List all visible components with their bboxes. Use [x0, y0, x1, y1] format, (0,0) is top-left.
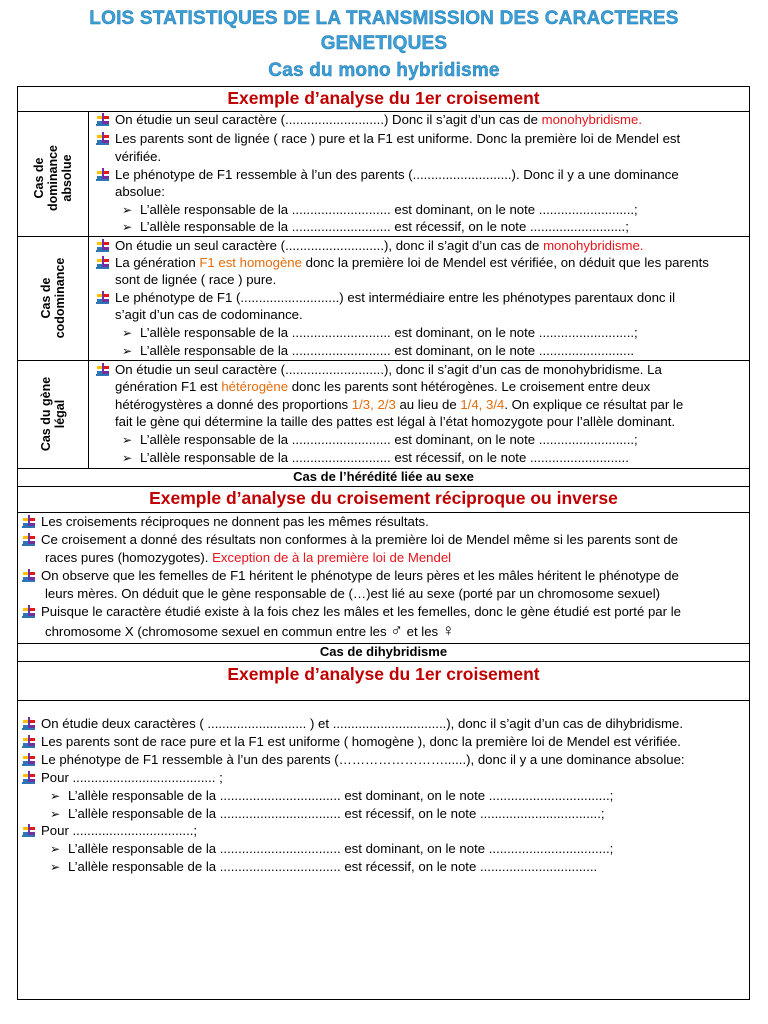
section1-title: Exemple d’analyse du 1er croisement [227, 88, 540, 108]
text: L’allèle responsable de la ................................. est dominant, on le note .................................; [68, 841, 614, 856]
text: Les croisements réciproques ne donnent pas les mêmes résultats. [41, 514, 429, 529]
text: On étudie un seul caractère (...........................), donc il s’agit d’un cas de [115, 238, 544, 253]
flag-bullet-icon [22, 717, 35, 730]
text: Ce croisement a donné des résultats non conformes à la première loi de Mendel même si les parents sont de [41, 532, 678, 547]
text: Les parents sont de lignée ( race ) pure et la F1 est uniforme. Donc la première loi de Mendel est [115, 131, 681, 146]
row3-line3 [115, 396, 683, 413]
text-red: monohybridisme. [543, 238, 644, 253]
row1-line2 [96, 130, 680, 147]
sex-line5: leurs mères. On déduit que le gène responsable de (…)est lié au sexe (porté par un chromosome sexuel) [45, 586, 661, 601]
arrow-bullet-icon: ➢ [50, 860, 61, 874]
dihybrid-line7 [22, 822, 197, 839]
sex-line7 [45, 622, 455, 640]
dihybrid-line4 [22, 769, 223, 786]
page-title-line1: LOIS STATISTIQUES DE LA TRANSMISSION DES CARACTERES [89, 8, 679, 29]
text-orange: 1/4, 3/4 [460, 397, 505, 412]
text: génération F1 est [115, 379, 222, 394]
text: donc les parents sont hétérogènes. Le croisement entre deux [288, 379, 651, 394]
text: On étudie un seul caractère (...........................) Donc il s’agit d’un cas de [115, 112, 542, 127]
row2-line6 [122, 324, 638, 342]
text: L’allèle responsable de la ........................... est dominant, on le note ..........................; [140, 325, 638, 340]
text: L’allèle responsable de la ........................... est dominant, on le note .......................... [140, 343, 635, 358]
sex-line2 [22, 531, 678, 548]
label-line: Cas de [32, 157, 46, 199]
flag-bullet-icon [96, 363, 109, 376]
text-orange: hétérogène [221, 379, 289, 394]
male-symbol-icon: ♂ [390, 621, 403, 640]
dihybrid-line3 [22, 751, 685, 768]
flag-bullet-icon [96, 132, 109, 145]
dihybrid-line6 [50, 805, 605, 823]
text: chromosome X (chromosome sexuel en commun entre les [45, 624, 391, 639]
text-orange: F1 est homogène [199, 255, 302, 270]
arrow-bullet-icon: ➢ [50, 789, 61, 803]
label-line: légal [53, 399, 67, 429]
row3-line6 [122, 449, 629, 467]
row-label-dominance [32, 118, 74, 238]
text: Pour ....................................... ; [41, 770, 223, 785]
sex-linked-title: Exemple d’analyse du croisement réciproque ou inverse [149, 488, 618, 508]
label-line: Cas du gène [39, 376, 53, 452]
label-line: codominance [53, 257, 67, 339]
row1-line4 [96, 166, 679, 183]
page-title-line2: GENETIQUES [320, 33, 448, 54]
arrow-bullet-icon: ➢ [122, 220, 133, 234]
flag-bullet-icon [96, 113, 109, 126]
flag-bullet-icon [22, 753, 35, 766]
arrow-bullet-icon: ➢ [122, 451, 133, 465]
row1-line1 [96, 111, 642, 128]
flag-bullet-icon [96, 291, 109, 304]
flag-bullet-icon [22, 533, 35, 546]
row1-line7 [122, 218, 629, 236]
text: L’allèle responsable de la ........................... est récessif, on le note ........................... [140, 450, 629, 465]
text: L’allèle responsable de la ................................. est dominant, on le note .................................; [68, 788, 614, 803]
dihybrid-line1 [22, 715, 683, 732]
text-red: Exception de à la première loi de Mendel [212, 550, 452, 565]
text: On étudie deux caractères ( ........................... ) et ...............................), donc il s’agit d’un cas de dihybridisme. [41, 716, 684, 731]
flag-bullet-icon [96, 239, 109, 252]
text: hétérogystères a donné des proportions [115, 397, 352, 412]
row1-line3: vérifiée. [115, 149, 162, 164]
flag-bullet-icon [96, 168, 109, 181]
female-symbol-icon: ♀ [441, 621, 455, 640]
label-line: dominance [46, 145, 60, 211]
text-red: monohybridisme. [541, 112, 643, 127]
flag-bullet-icon [96, 256, 109, 269]
arrow-bullet-icon: ➢ [50, 807, 61, 821]
arrow-bullet-icon: ➢ [122, 433, 133, 447]
dihybrid-title: Exemple d’analyse du 1er croisement [227, 664, 540, 684]
text: races pures (homozygotes). [45, 550, 213, 565]
text: L’allèle responsable de la ........................... est dominant, on le note ..........................; [140, 432, 638, 447]
row1-line6 [122, 201, 638, 219]
dihybrid-heading: Cas de dihybridisme [319, 644, 448, 659]
text: Puisque le caractère étudié existe à la fois chez les mâles et les femelles, donc le gène étudié est porté par le [41, 604, 681, 619]
flag-bullet-icon [22, 515, 35, 528]
row3-line2 [115, 378, 650, 395]
flag-bullet-icon [22, 605, 35, 618]
flag-bullet-icon [22, 771, 35, 784]
row2-line7 [122, 342, 634, 360]
dihybrid-line5 [50, 787, 613, 805]
label-line: absolue [60, 154, 74, 202]
text: . On explique ce résultat par le [504, 397, 684, 412]
text: La génération [115, 255, 200, 270]
flag-bullet-icon [22, 735, 35, 748]
text: L’allèle responsable de la ........................... est récessif, on le note ..........................; [140, 219, 629, 234]
sex-line6 [22, 603, 681, 620]
text: On étudie un seul caractère (...........................), donc il s’agit d’un cas de monohybridisme. La [115, 362, 662, 377]
row1-line5: absolue: [115, 184, 165, 199]
text: On observe que les femelles de F1 héritent le phénotype de leurs pères et les mâles héritent le phénotype de [41, 568, 679, 583]
text: Le phénotype de F1 ressemble à l’un des parents (……………………......), donc il y a une dominance absolue: [41, 752, 685, 767]
text: donc la première loi de Mendel est vérifiée, on déduit que les parents [301, 255, 709, 270]
arrow-bullet-icon: ➢ [122, 344, 133, 358]
row2-line2 [96, 254, 709, 271]
text: et les [402, 624, 442, 639]
row3-line4: fait le gène qui détermine la taille des pattes est légal à l’état homozygote pour l’allèle dominant. [115, 414, 676, 429]
sex-linked-heading: Cas de l’hérédité liée au sexe [293, 469, 474, 484]
flag-bullet-icon [22, 824, 35, 837]
arrow-bullet-icon: ➢ [122, 326, 133, 340]
text: Pour .................................; [41, 823, 198, 838]
flag-bullet-icon [22, 569, 35, 582]
arrow-bullet-icon: ➢ [50, 842, 61, 856]
row3-line1 [96, 361, 662, 378]
text: Le phénotype de F1 (...........................) est intermédiaire entre les phénotypes parentaux donc il [115, 290, 676, 305]
page-subtitle: Cas du mono hybridisme [268, 60, 500, 81]
row2-line5: s’agit d’un cas de codominance. [115, 307, 303, 322]
text: au lieu de [395, 397, 461, 412]
text-orange: 1/3, 2/3 [351, 397, 396, 412]
sex-line4 [22, 567, 679, 584]
row2-line4 [96, 289, 675, 306]
sex-line1 [22, 513, 429, 530]
row2-line3: sont de lignée ( race ) pure. [115, 272, 277, 287]
text: L’allèle responsable de la ................................. est récessif, on le note .................................; [68, 806, 605, 821]
row-label-codominance [39, 238, 67, 358]
arrow-bullet-icon: ➢ [122, 203, 133, 217]
text: Le phénotype de F1 ressemble à l’un des parents (...........................). Donc il y a une dominance [115, 167, 679, 182]
dihybrid-line8 [50, 840, 613, 858]
row-label-gene-letal [39, 354, 67, 474]
text: Les parents sont de race pure et la F1 est uniforme ( homogène ), donc la première loi de Mendel est vérifiée. [41, 734, 681, 749]
label-line: Cas de [39, 277, 53, 319]
text: L’allèle responsable de la ................................. est récessif, on le note ................................ [68, 859, 598, 874]
sex-line3 [45, 549, 451, 566]
row2-line1 [96, 237, 643, 254]
dihybrid-line9 [50, 858, 597, 876]
row3-line5 [122, 431, 638, 449]
text: L’allèle responsable de la ........................... est dominant, on le note ..........................; [140, 202, 638, 217]
dihybrid-line2 [22, 733, 681, 750]
